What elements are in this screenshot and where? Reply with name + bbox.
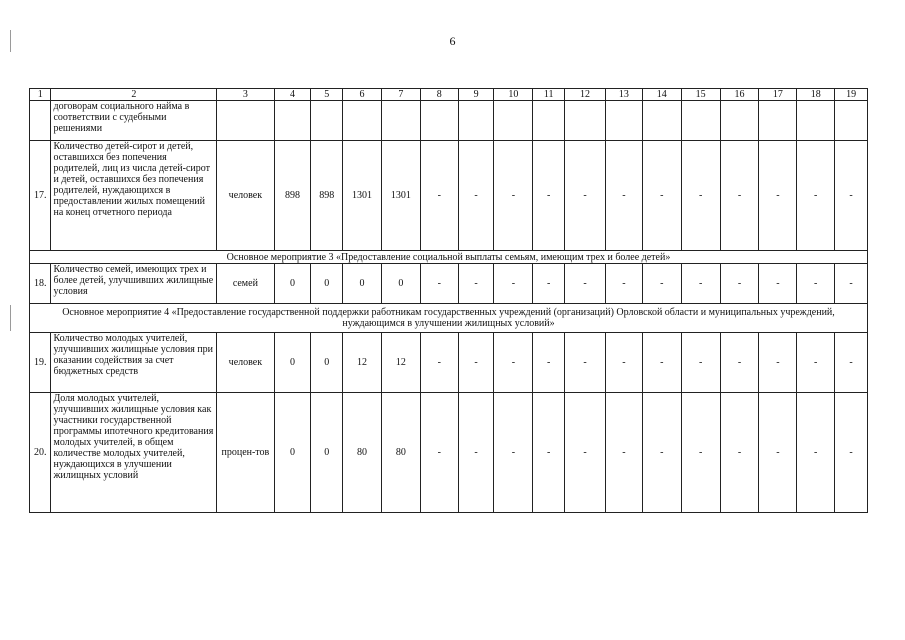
table-row bbox=[30, 264, 868, 304]
value-cell bbox=[381, 101, 420, 141]
header-cell: 15 bbox=[681, 89, 720, 101]
value-cell: - bbox=[835, 333, 868, 393]
header-cell: 17 bbox=[759, 89, 797, 101]
value-cell: - bbox=[565, 141, 606, 251]
value-cell: - bbox=[533, 141, 565, 251]
header-cell: 12 bbox=[565, 89, 606, 101]
value-cell bbox=[274, 101, 311, 141]
row-number: 19. bbox=[30, 333, 51, 393]
value-cell: - bbox=[681, 141, 720, 251]
table-row bbox=[30, 333, 868, 393]
value-cell: - bbox=[533, 333, 565, 393]
value-cell bbox=[311, 101, 343, 141]
value-cell bbox=[759, 101, 797, 141]
value-cell: 1301 bbox=[381, 141, 420, 251]
value-cell: 898 bbox=[311, 141, 343, 251]
value-cell bbox=[494, 101, 533, 141]
header-cell: 9 bbox=[458, 89, 494, 101]
value-cell: 12 bbox=[343, 333, 382, 393]
value-cell: - bbox=[494, 333, 533, 393]
indicator-name: Количество семей, имеющих трех и более детей, улучшивших жилищные условия bbox=[51, 264, 217, 304]
value-cell: 0 bbox=[343, 264, 382, 304]
header-cell: 11 bbox=[533, 89, 565, 101]
value-cell: - bbox=[720, 264, 759, 304]
header-cell: 5 bbox=[311, 89, 343, 101]
value-cell: - bbox=[533, 264, 565, 304]
value-cell: - bbox=[533, 393, 565, 513]
unit-cell: процен-тов bbox=[217, 393, 274, 513]
header-cell: 7 bbox=[381, 89, 420, 101]
value-cell: 80 bbox=[381, 393, 420, 513]
value-cell bbox=[681, 101, 720, 141]
value-cell: - bbox=[681, 264, 720, 304]
header-cell: 2 bbox=[51, 89, 217, 101]
value-cell bbox=[420, 101, 458, 141]
header-cell: 1 bbox=[30, 89, 51, 101]
value-cell: - bbox=[605, 264, 642, 304]
value-cell: - bbox=[797, 333, 835, 393]
indicator-name: Доля молодых учителей, улучшивших жилищные условия как участники государственной программы ипотечного кредитования молодых учителей, в общем количестве молодых учителей, нуждающихся в улучшении жилищных условий bbox=[51, 393, 217, 513]
value-cell: 80 bbox=[343, 393, 382, 513]
value-cell: - bbox=[835, 393, 868, 513]
value-cell: 0 bbox=[311, 264, 343, 304]
value-cell bbox=[343, 101, 382, 141]
value-cell bbox=[605, 101, 642, 141]
value-cell: - bbox=[420, 393, 458, 513]
unit-cell bbox=[217, 101, 274, 141]
value-cell bbox=[642, 101, 681, 141]
table-row bbox=[30, 101, 868, 141]
value-cell: - bbox=[565, 264, 606, 304]
value-cell: - bbox=[720, 141, 759, 251]
value-cell: - bbox=[681, 333, 720, 393]
value-cell: - bbox=[458, 333, 494, 393]
indicator-name: Количество молодых учителей, улучшивших жилищные условия при оказании содействия за счет бюджетных средств bbox=[51, 333, 217, 393]
value-cell: - bbox=[681, 393, 720, 513]
value-cell: 0 bbox=[311, 333, 343, 393]
value-cell: - bbox=[642, 333, 681, 393]
table-row bbox=[30, 141, 868, 251]
value-cell: - bbox=[605, 333, 642, 393]
value-cell: - bbox=[565, 393, 606, 513]
value-cell bbox=[720, 101, 759, 141]
indicator-name: договорам социального найма в соответствии с судебными решениями bbox=[51, 101, 217, 141]
scan-mark bbox=[10, 305, 11, 331]
value-cell: - bbox=[458, 393, 494, 513]
value-cell: 0 bbox=[274, 333, 311, 393]
value-cell bbox=[533, 101, 565, 141]
value-cell: 0 bbox=[274, 264, 311, 304]
value-cell: - bbox=[642, 141, 681, 251]
value-cell: - bbox=[797, 393, 835, 513]
header-cell: 8 bbox=[420, 89, 458, 101]
header-cell: 3 bbox=[217, 89, 274, 101]
value-cell: - bbox=[494, 141, 533, 251]
header-cell: 14 bbox=[642, 89, 681, 101]
value-cell: 898 bbox=[274, 141, 311, 251]
value-cell: 1301 bbox=[343, 141, 382, 251]
row-number: 20. bbox=[30, 393, 51, 513]
header-cell: 6 bbox=[343, 89, 382, 101]
value-cell: - bbox=[642, 393, 681, 513]
section-title: Основное мероприятие 4 «Предоставление государственной поддержки работникам государственных учреждений (организаций) Орловской области и муниципальных учреждений, нуждающимся в улучшении жилищных условий» bbox=[30, 304, 868, 333]
value-cell: - bbox=[605, 141, 642, 251]
value-cell: - bbox=[759, 264, 797, 304]
indicator-table bbox=[29, 88, 868, 513]
value-cell: - bbox=[835, 141, 868, 251]
value-cell: - bbox=[642, 264, 681, 304]
value-cell: - bbox=[759, 333, 797, 393]
value-cell bbox=[797, 101, 835, 141]
value-cell: - bbox=[458, 264, 494, 304]
value-cell: - bbox=[565, 333, 606, 393]
header-cell: 18 bbox=[797, 89, 835, 101]
row-number: 17. bbox=[30, 141, 51, 251]
section-row bbox=[30, 251, 868, 264]
value-cell: - bbox=[720, 333, 759, 393]
row-number: 18. bbox=[30, 264, 51, 304]
page-number: 6 bbox=[449, 34, 456, 48]
value-cell bbox=[835, 101, 868, 141]
value-cell: - bbox=[797, 264, 835, 304]
section-row bbox=[30, 304, 868, 333]
row-number bbox=[30, 101, 51, 141]
unit-cell: человек bbox=[217, 333, 274, 393]
value-cell: - bbox=[605, 393, 642, 513]
unit-cell: человек bbox=[217, 141, 274, 251]
section-title: Основное мероприятие 3 «Предоставление социальной выплаты семьям, имеющим трех и более детей» bbox=[30, 251, 868, 264]
header-cell: 4 bbox=[274, 89, 311, 101]
header-row bbox=[30, 89, 868, 101]
value-cell: - bbox=[720, 393, 759, 513]
header-cell: 19 bbox=[835, 89, 868, 101]
value-cell: - bbox=[420, 333, 458, 393]
value-cell: - bbox=[458, 141, 494, 251]
value-cell: - bbox=[759, 141, 797, 251]
header-cell: 13 bbox=[605, 89, 642, 101]
table-row bbox=[30, 393, 868, 513]
value-cell: - bbox=[494, 393, 533, 513]
value-cell: - bbox=[494, 264, 533, 304]
value-cell bbox=[565, 101, 606, 141]
value-cell bbox=[458, 101, 494, 141]
value-cell: 0 bbox=[274, 393, 311, 513]
value-cell: - bbox=[420, 141, 458, 251]
header-cell: 10 bbox=[494, 89, 533, 101]
unit-cell: семей bbox=[217, 264, 274, 304]
value-cell: 0 bbox=[381, 264, 420, 304]
value-cell: 0 bbox=[311, 393, 343, 513]
value-cell: - bbox=[797, 141, 835, 251]
indicator-name: Количество детей-сирот и детей, оставшихся без попечения родителей, лиц из числа детей-сирот и детей, оставшихся без попечения родителей, нуждающихся в предоставлении жилых помещений на конец отчетного периода bbox=[51, 141, 217, 251]
value-cell: 12 bbox=[381, 333, 420, 393]
value-cell: - bbox=[759, 393, 797, 513]
header-cell: 16 bbox=[720, 89, 759, 101]
value-cell: - bbox=[835, 264, 868, 304]
value-cell: - bbox=[420, 264, 458, 304]
